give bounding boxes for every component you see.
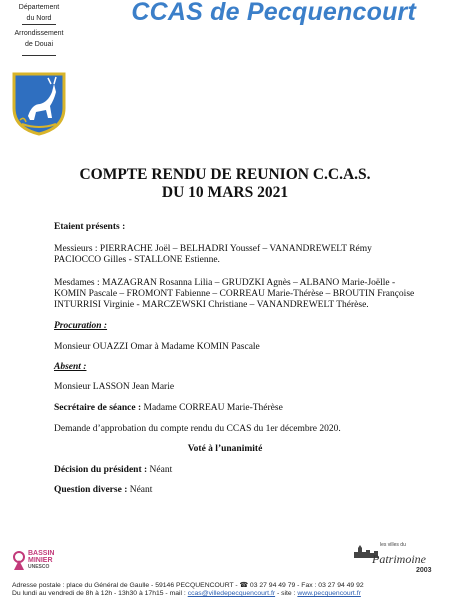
bassin-line3: UNESCO: [28, 564, 50, 570]
secretary-label: Secrétaire de séance :: [54, 403, 142, 413]
mesdames-line2: KOMIN Pascale – FROMONT Fabienne – CORREAU Marie-Thérèse – BROUTIN Françoise: [54, 289, 415, 299]
mesdames-line1: Mesdames : MAZAGRAN Rosanna Lilia – GRUDZKI Agnès – ALBANO Marie-Joëlle -: [54, 278, 396, 288]
footer-email-link[interactable]: ccas@villedepecquencourt.fr: [187, 590, 276, 597]
footer-address: Adresse postale : place du Général de Gaulle - 59146 PECQUENCOURT - ☎ 03 27 94 49 79 - Fax : 03 27 94 49 92: [12, 582, 364, 589]
document-date: DU 10 MARS 2021: [161, 184, 289, 201]
vote-result: Voté à l’unanimité: [187, 444, 263, 454]
secretary-line: [54, 403, 283, 414]
decision-label: Décision du président :: [54, 465, 148, 475]
arrondissement-label: [0, 28, 78, 50]
procuration-heading: Procuration :: [54, 321, 108, 331]
absent-heading: Absent :: [54, 362, 87, 372]
approval-text: Demande d’approbation du compte rendu du CCAS du 1er décembre 2020.: [54, 424, 341, 434]
footer-site-link[interactable]: www.pecquencourt.fr: [297, 590, 361, 597]
mesdames-line3: INTURRISI Virginie - MARCZEWSKI Christiane – VANANDREWELT Thérèse.: [54, 300, 369, 310]
footer-hours: Du lundi au vendredi de 8h à 12h - 13h30 à 17h15 - mail :: [12, 590, 186, 597]
footer-contact: [12, 590, 432, 597]
arrondissement-line2: de Douai: [24, 41, 54, 48]
header-divider: [22, 24, 56, 25]
town-crest-icon: [10, 70, 68, 136]
patrimoine-word: Patrimoine: [372, 552, 426, 566]
bassin-minier-icon: [12, 550, 26, 572]
bassin-line1: BASSIN: [28, 550, 55, 557]
secretary-value: Madame CORREAU Marie-Thérèse: [143, 403, 283, 413]
patrimoine-small: les villes du: [380, 542, 406, 548]
department-line2: du Nord: [26, 15, 52, 22]
department-line1: Département: [18, 4, 60, 11]
document-title: COMPTE RENDU DE REUNION C.C.A.S.: [79, 166, 371, 183]
mesdames-block: [54, 278, 424, 311]
decision-line: [54, 465, 172, 476]
question-label: Question diverse :: [54, 485, 128, 495]
procuration-text: Monsieur OUAZZI Omar à Madame KOMIN Pascale: [54, 342, 260, 352]
question-value: Néant: [129, 485, 153, 495]
messieurs-block: [54, 244, 404, 266]
messieurs-line2: PACIOCCO Gilles - STALLONE Estienne.: [54, 255, 220, 265]
arrondissement-line1: Arrondissement: [14, 30, 64, 37]
decision-value: Néant: [149, 465, 173, 475]
patrimoine-year: 2003: [416, 567, 432, 574]
patrimoine-logo: [352, 540, 442, 578]
org-title: CCAS de Pecquencourt: [131, 0, 416, 26]
header-divider-2: [22, 55, 56, 56]
department-label: [0, 2, 78, 24]
question-line: [54, 485, 152, 496]
absent-text: Monsieur LASSON Jean Marie: [54, 382, 175, 392]
messieurs-line1: Messieurs : PIERRACHE Joël – BELHADRI Youssef – VANANDREWELT Rémy: [54, 244, 372, 254]
footer-site-prefix: - site :: [276, 590, 296, 597]
bassin-minier-logo: [12, 548, 56, 574]
bassin-line2: MINIER: [28, 557, 53, 564]
present-heading: Etaient présents :: [54, 222, 126, 232]
